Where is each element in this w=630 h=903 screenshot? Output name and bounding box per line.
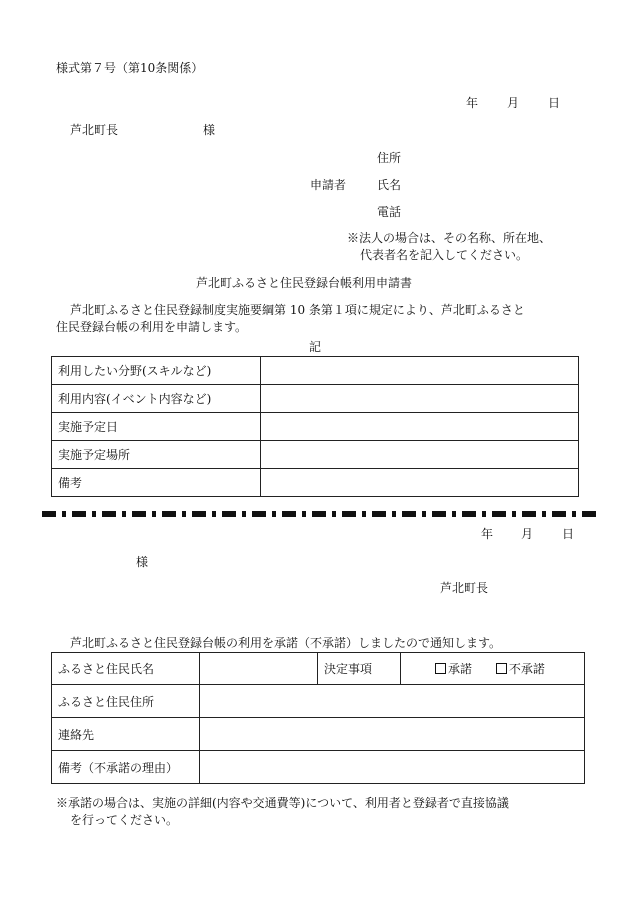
resident-address-label: ふるさと住民住所 <box>52 685 200 718</box>
reject-checkbox[interactable] <box>496 663 507 674</box>
resident-name-input[interactable] <box>200 653 318 685</box>
notice-issuer: 芦北町長 <box>440 581 489 595</box>
application-table <box>51 356 579 497</box>
footer-note-line1: ※承諾の場合は、実施の詳細(内容や交通費等)について、利用者と登録者で直接協議 <box>56 796 509 810</box>
applicant-name-label: 氏名 <box>377 178 402 192</box>
field-label: 利用したい分野(スキルなど) <box>52 357 261 385</box>
application-body-line1: 芦北町ふるさと住民登録制度実施要綱第 10 条第１項に規定により、芦北町ふるさと <box>70 303 525 317</box>
field-label: 実施予定日 <box>52 413 261 441</box>
addressee-honorific: 様 <box>203 123 216 137</box>
table-row <box>52 469 579 497</box>
table-row <box>52 385 579 413</box>
field-label: 利用内容(イベント内容など) <box>52 385 261 413</box>
corporate-note-line2: 代表者名を記入してください。 <box>360 248 529 262</box>
reject-option[interactable] <box>496 660 545 677</box>
approve-option[interactable] <box>435 660 472 677</box>
contact-input[interactable] <box>200 718 585 751</box>
table-row <box>52 653 585 685</box>
notice-body: 芦北町ふるさと住民登録台帳の利用を承諾（不承諾）しましたので通知します。 <box>70 636 502 650</box>
applicant-phone-label: 電話 <box>377 205 402 219</box>
form-number: 様式第７号（第10条関係） <box>56 61 204 75</box>
table-row <box>52 718 585 751</box>
field-label: 備考 <box>52 469 261 497</box>
field-input-date[interactable] <box>261 413 579 441</box>
ki-marker: 記 <box>309 340 322 354</box>
approve-label: 承諾 <box>448 662 473 676</box>
field-input-skill[interactable] <box>261 357 579 385</box>
notice-table <box>51 652 585 784</box>
field-label: 実施予定場所 <box>52 441 261 469</box>
cut-line <box>42 511 598 517</box>
table-row <box>52 751 585 784</box>
field-input-content[interactable] <box>261 385 579 413</box>
resident-name-label: ふるさと住民氏名 <box>52 653 200 685</box>
table-row <box>52 413 579 441</box>
application-title: 芦北町ふるさと住民登録台帳利用申請書 <box>196 276 413 290</box>
addressee-title: 芦北町長 <box>70 123 119 137</box>
field-input-place[interactable] <box>261 441 579 469</box>
application-body-line2: 住民登録台帳の利用を申請します。 <box>56 320 248 334</box>
table-row <box>52 357 579 385</box>
decision-label: 決定事項 <box>318 653 401 685</box>
applicant-role-label: 申請者 <box>310 178 347 192</box>
date-day-bottom: 日 <box>562 527 575 541</box>
date-day-top: 日 <box>548 96 561 110</box>
field-input-remarks[interactable] <box>261 469 579 497</box>
corporate-note-line1: ※法人の場合は、その名称、所在地、 <box>347 231 552 245</box>
date-year-top: 年 <box>466 96 479 110</box>
notice-honorific: 様 <box>136 555 149 569</box>
contact-label: 連絡先 <box>52 718 200 751</box>
date-month-top: 月 <box>507 96 520 110</box>
table-row <box>52 441 579 469</box>
approve-checkbox[interactable] <box>435 663 446 674</box>
remarks-input[interactable] <box>200 751 585 784</box>
date-month-bottom: 月 <box>521 527 534 541</box>
remarks-label: 備考（不承諾の理由） <box>52 751 200 784</box>
applicant-address-label: 住所 <box>377 151 402 165</box>
table-row <box>52 685 585 718</box>
decision-options <box>401 653 585 685</box>
date-year-bottom: 年 <box>481 527 494 541</box>
resident-address-input[interactable] <box>200 685 585 718</box>
reject-label: 不承諾 <box>508 662 545 676</box>
footer-note-line2: を行ってください。 <box>70 813 179 827</box>
